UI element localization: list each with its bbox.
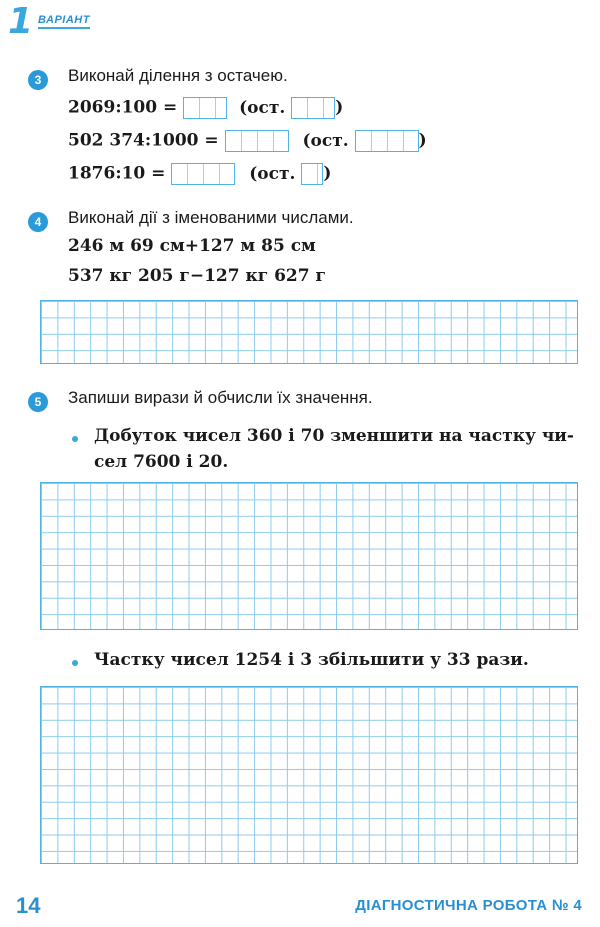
named-numbers-line-1: 246 м 69 см+127 м 85 см xyxy=(68,236,316,256)
close-paren: ) xyxy=(323,163,332,184)
bullet-icon xyxy=(72,436,78,442)
close-paren: ) xyxy=(418,130,427,151)
remainder-box[interactable] xyxy=(291,97,335,119)
task-4-title: Виконай дії з іменованими числами. xyxy=(68,208,354,227)
answer-grid-task-5b[interactable] xyxy=(40,686,578,864)
bullet-icon xyxy=(72,660,78,666)
remainder-label: (ост. xyxy=(302,130,349,151)
division-expression: 502 374:1000 = xyxy=(68,130,219,151)
remainder-box[interactable] xyxy=(301,163,323,185)
close-paren: ) xyxy=(335,97,344,118)
task-3-badge: 3 xyxy=(28,70,48,90)
remainder-label: (ост. xyxy=(249,163,296,184)
task-5-badge: 5 xyxy=(28,392,48,412)
footer-title: ДІАГНОСТИЧНА РОБОТА № 4 xyxy=(355,897,582,914)
answer-grid-task-5a[interactable] xyxy=(40,482,578,630)
task-5-title: Запиши вирази й обчисли їх значення. xyxy=(68,388,373,407)
answer-box[interactable] xyxy=(225,130,289,152)
page-number: 14 xyxy=(16,893,41,918)
task-5-item-1 xyxy=(94,423,574,475)
answer-grid-task-4[interactable] xyxy=(40,300,578,364)
remainder-box[interactable] xyxy=(355,130,419,152)
division-row-3 xyxy=(68,163,331,185)
division-row-2 xyxy=(68,130,427,152)
variant-number: 1 xyxy=(8,1,34,42)
division-expression: 2069:100 = xyxy=(68,97,178,118)
variant-label: ВАРІАНТ xyxy=(38,14,90,29)
division-expression: 1876:10 = xyxy=(68,163,166,184)
task-4-badge: 4 xyxy=(28,212,48,232)
division-row-1 xyxy=(68,97,343,119)
task-5-item-2[interactable]: Частку чисел 1254 і 3 збільшити у 33 рази. xyxy=(94,650,529,670)
task-5-item-1-line-1: Добуток чисел 360 і 70 зменшити на частку чи- xyxy=(94,426,574,446)
answer-box[interactable] xyxy=(171,163,235,185)
task-3-title: Виконай ділення з остачею. xyxy=(68,66,288,85)
task-5-item-1-line-2: сел 7600 і 20. xyxy=(94,452,229,472)
named-numbers-line-2: 537 кг 205 г−127 кг 627 г xyxy=(68,266,326,286)
remainder-label: (ост. xyxy=(239,97,286,118)
answer-box[interactable] xyxy=(183,97,227,119)
